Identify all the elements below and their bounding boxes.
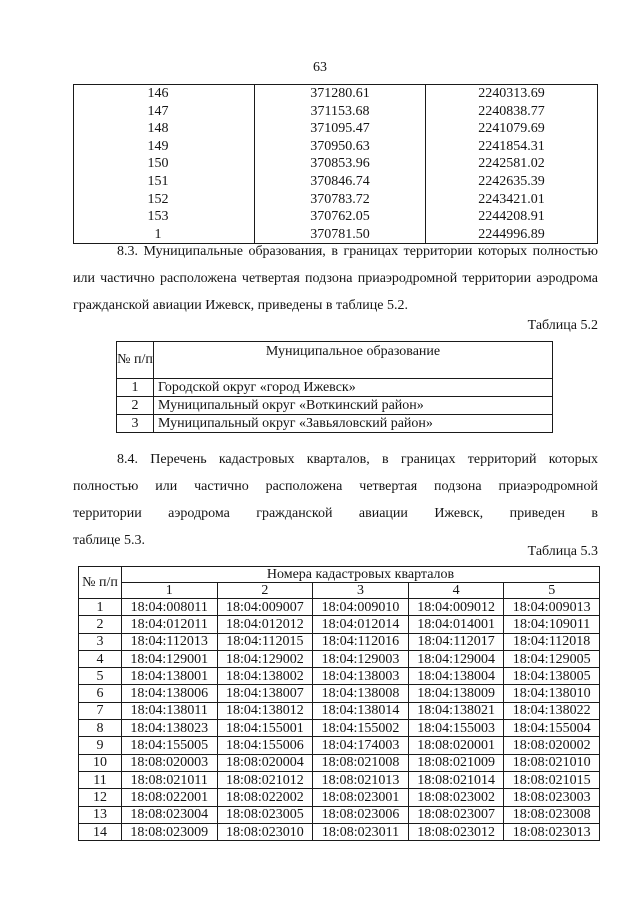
point-number [74, 155, 255, 173]
cadastral-quarter-cell: 18:08:021012 [217, 771, 313, 788]
cadastral-quarter-cell: 18:08:021014 [408, 771, 504, 788]
x-coordinate: 370762.05 [255, 208, 426, 226]
cadastral-quarter-cell: 18:04:012012 [217, 616, 313, 633]
column-number: 2 [217, 583, 313, 599]
cadastral-quarter-cell: 18:04:138001 [122, 668, 218, 685]
table-row [74, 120, 598, 138]
cadastral-quarter-cell: 18:04:138023 [122, 720, 218, 737]
x-coordinate: 370783.72 [255, 191, 426, 209]
cadastral-quarter-cell: 18:08:021008 [313, 754, 409, 771]
y-coordinate: 2240313.69 [426, 85, 598, 103]
cadastral-quarter-cell: 18:04:138010 [504, 685, 600, 702]
cadastral-quarter-cell: 18:04:109011 [504, 616, 600, 633]
column-number-row [79, 583, 600, 599]
cadastral-quarter-cell: 18:04:138002 [217, 668, 313, 685]
header-num: № п/п [79, 567, 122, 599]
cadastral-quarter-cell: 18:04:138014 [313, 702, 409, 719]
cadastral-quarter-cell: 18:08:023005 [217, 806, 313, 823]
row-number: 2 [79, 616, 122, 633]
municipality-name: Муниципальный округ «Завьяловский район» [154, 415, 553, 433]
row-number: 11 [79, 771, 122, 788]
paragraph-8-4-line: полностью или частично расположена четвертая подзона приаэродромной [73, 479, 598, 494]
paragraph-8-3 [73, 238, 598, 319]
table-5-3-caption: Таблица 5.3 [527, 544, 598, 559]
table-row [79, 599, 600, 616]
cadastral-quarter-cell: 18:08:023007 [408, 806, 504, 823]
table-row [79, 685, 600, 702]
table-row [74, 85, 598, 103]
column-number: 3 [313, 583, 409, 599]
point-number-text: 146 [147, 86, 169, 101]
cadastral-quarter-cell: 18:04:138004 [408, 668, 504, 685]
cadastral-quarter-cell: 18:08:023002 [408, 789, 504, 806]
point-number [74, 138, 255, 156]
cadastral-quarter-cell: 18:04:138012 [217, 702, 313, 719]
y-coordinate: 2244996.89 [426, 226, 598, 244]
cadastral-quarter-cell: 18:08:022001 [122, 789, 218, 806]
table-row [117, 415, 553, 433]
cadastral-quarter-cell: 18:08:021015 [504, 771, 600, 788]
cadastral-quarter-cell: 18:04:138009 [408, 685, 504, 702]
table-row [79, 754, 600, 771]
cadastral-quarter-cell: 18:08:020002 [504, 737, 600, 754]
cadastral-quarter-cell: 18:08:023008 [504, 806, 600, 823]
row-number: 4 [79, 650, 122, 667]
x-coordinate: 371280.61 [255, 85, 426, 103]
cadastral-quarter-cell: 18:04:012011 [122, 616, 218, 633]
row-number: 7 [79, 702, 122, 719]
cadastral-quarter-cell: 18:08:023010 [217, 823, 313, 840]
cadastral-quarter-cell: 18:04:138007 [217, 685, 313, 702]
point-number-text: 149 [147, 138, 169, 154]
cadastral-quarter-cell: 18:04:012014 [313, 616, 409, 633]
point-number-text: 151 [147, 173, 169, 189]
point-number [74, 103, 255, 121]
table-row [79, 823, 600, 840]
x-coordinate: 370853.96 [255, 155, 426, 173]
point-number [74, 191, 255, 209]
table-row [79, 702, 600, 719]
cadastral-quarter-cell: 18:04:138006 [122, 685, 218, 702]
header-quarters-title: Номера кадастровых кварталов [122, 567, 600, 583]
cadastral-quarter-cell: 18:04:009010 [313, 599, 409, 616]
cadastral-quarter-cell: 18:08:023011 [313, 823, 409, 840]
cadastral-quarter-cell: 18:08:021010 [504, 754, 600, 771]
row-number: 3 [117, 415, 154, 433]
cadastral-quarter-cell: 18:04:138008 [313, 685, 409, 702]
municipalities-table [116, 341, 553, 433]
table-row [74, 138, 598, 156]
y-coordinate: 2242635.39 [426, 173, 598, 191]
cadastral-quarter-cell: 18:04:009013 [504, 599, 600, 616]
cadastral-quarter-cell: 18:08:020003 [122, 754, 218, 771]
paragraph-8-4-line: таблице 5.3. [73, 533, 145, 548]
y-coordinate: 2241854.31 [426, 138, 598, 156]
coordinates-table [73, 84, 598, 244]
x-coordinate: 371153.68 [255, 103, 426, 121]
row-number: 12 [79, 789, 122, 806]
cadastral-quarter-cell: 18:04:112018 [504, 633, 600, 650]
table-row [79, 720, 600, 737]
cadastral-quarter-cell: 18:04:014001 [408, 616, 504, 633]
point-number [74, 85, 255, 103]
cadastral-quarter-cell: 18:04:009012 [408, 599, 504, 616]
point-number-text: 148 [147, 121, 169, 137]
row-number: 2 [117, 397, 154, 415]
table-header-row [117, 342, 553, 379]
column-number: 4 [408, 583, 504, 599]
row-number: 14 [79, 823, 122, 840]
table-row [74, 103, 598, 121]
point-number [74, 173, 255, 191]
table-row [79, 616, 600, 633]
x-coordinate: 370846.74 [255, 173, 426, 191]
x-coordinate: 371095.47 [255, 120, 426, 138]
table-row [117, 397, 553, 415]
y-coordinate: 2244208.91 [426, 208, 598, 226]
paragraph-8-4-line: 8.4. Перечень кадастровых кварталов, в границах территорий которых [117, 452, 598, 467]
row-number: 9 [79, 737, 122, 754]
row-number: 8 [79, 720, 122, 737]
table-row [79, 737, 600, 754]
cadastral-quarter-cell: 18:08:023009 [122, 823, 218, 840]
cadastral-quarter-cell: 18:04:112016 [313, 633, 409, 650]
cadastral-quarter-cell: 18:04:138005 [504, 668, 600, 685]
cadastral-quarter-cell: 18:08:021009 [408, 754, 504, 771]
row-number: 10 [79, 754, 122, 771]
cadastral-quarter-cell: 18:08:023012 [408, 823, 504, 840]
page-number: 63 [313, 60, 327, 75]
table-row [117, 379, 553, 397]
point-number-text: 150 [147, 156, 169, 172]
cadastral-quarter-cell: 18:04:138022 [504, 702, 600, 719]
table-row [79, 771, 600, 788]
y-coordinate: 2241079.69 [426, 120, 598, 138]
cadastral-quarter-cell: 18:04:155001 [217, 720, 313, 737]
row-number: 5 [79, 668, 122, 685]
header-municipality: Муниципальное образование [154, 342, 553, 379]
cadastral-quarter-cell: 18:04:174003 [313, 737, 409, 754]
cadastral-quarter-cell: 18:08:022002 [217, 789, 313, 806]
point-number-text: 153 [147, 209, 169, 225]
cadastral-quarter-cell: 18:08:023004 [122, 806, 218, 823]
cadastral-quarter-cell: 18:04:129001 [122, 650, 218, 667]
cadastral-quarter-cell: 18:04:138011 [122, 702, 218, 719]
cadastral-quarter-cell: 18:04:112013 [122, 633, 218, 650]
table-row [79, 650, 600, 667]
table-row [79, 633, 600, 650]
y-coordinate: 2240838.77 [426, 103, 598, 121]
x-coordinate: 370781.50 [255, 226, 426, 244]
cadastral-quarter-cell: 18:04:138003 [313, 668, 409, 685]
cadastral-quarter-cell: 18:08:023001 [313, 789, 409, 806]
table-row [74, 173, 598, 191]
cadastral-quarter-cell: 18:04:129005 [504, 650, 600, 667]
cadastral-quarter-cell: 18:04:155005 [122, 737, 218, 754]
cadastral-quarter-cell: 18:04:129004 [408, 650, 504, 667]
cadastral-quarter-cell: 18:04:129003 [313, 650, 409, 667]
cadastral-quarter-cell: 18:08:020001 [408, 737, 504, 754]
paragraph-8-4 [73, 446, 598, 554]
cadastral-quarter-cell: 18:04:129002 [217, 650, 313, 667]
paragraph-8-4-line: территории аэродрома гражданской авиации Ижевск, приведен в [73, 506, 598, 521]
point-number-text: 1 [154, 226, 162, 242]
header-num: № п/п [117, 342, 154, 379]
cadastral-quarter-cell: 18:08:021013 [313, 771, 409, 788]
cadastral-quarter-cell: 18:04:155003 [408, 720, 504, 737]
table-row [79, 806, 600, 823]
cadastral-quarter-cell: 18:08:023013 [504, 823, 600, 840]
point-number-text: 152 [147, 191, 169, 207]
table-row [79, 789, 600, 806]
cadastral-quarters-table [78, 566, 600, 841]
row-number: 1 [117, 379, 154, 397]
municipality-name: Муниципальный округ «Воткинский район» [154, 397, 553, 415]
table-header-row [79, 567, 600, 583]
cadastral-quarter-cell: 18:04:155004 [504, 720, 600, 737]
point-number [74, 120, 255, 138]
table-5-2-caption: Таблица 5.2 [527, 318, 598, 333]
cadastral-quarter-cell: 18:04:009007 [217, 599, 313, 616]
column-number: 5 [504, 583, 600, 599]
column-number: 1 [122, 583, 218, 599]
row-number: 6 [79, 685, 122, 702]
municipality-name: Городской округ «город Ижевск» [154, 379, 553, 397]
paragraph-8-3-text: 8.3. Муниципальные образования, в границах территории которых полностью или частично расположена четвертая подзона приаэродромной территории аэродрома гражданской авиации Ижевск, приведены в таблице 5.2. [73, 244, 598, 313]
cadastral-quarter-cell: 18:04:138021 [408, 702, 504, 719]
row-number: 1 [79, 599, 122, 616]
table-row [74, 155, 598, 173]
cadastral-quarter-cell: 18:08:020004 [217, 754, 313, 771]
cadastral-quarter-cell: 18:04:112017 [408, 633, 504, 650]
x-coordinate: 370950.63 [255, 138, 426, 156]
cadastral-quarter-cell: 18:04:112015 [217, 633, 313, 650]
point-number [74, 208, 255, 226]
row-number: 13 [79, 806, 122, 823]
table-row [74, 208, 598, 226]
cadastral-quarter-cell: 18:08:023006 [313, 806, 409, 823]
table-row [74, 191, 598, 209]
cadastral-quarter-cell: 18:08:023003 [504, 789, 600, 806]
y-coordinate: 2242581.02 [426, 155, 598, 173]
table-row [79, 668, 600, 685]
cadastral-quarter-cell: 18:04:155006 [217, 737, 313, 754]
row-number: 3 [79, 633, 122, 650]
cadastral-quarter-cell: 18:04:155002 [313, 720, 409, 737]
cadastral-quarter-cell: 18:04:008011 [122, 599, 218, 616]
cadastral-quarter-cell: 18:08:021011 [122, 771, 218, 788]
point-number-text: 147 [147, 103, 169, 119]
y-coordinate: 2243421.01 [426, 191, 598, 209]
